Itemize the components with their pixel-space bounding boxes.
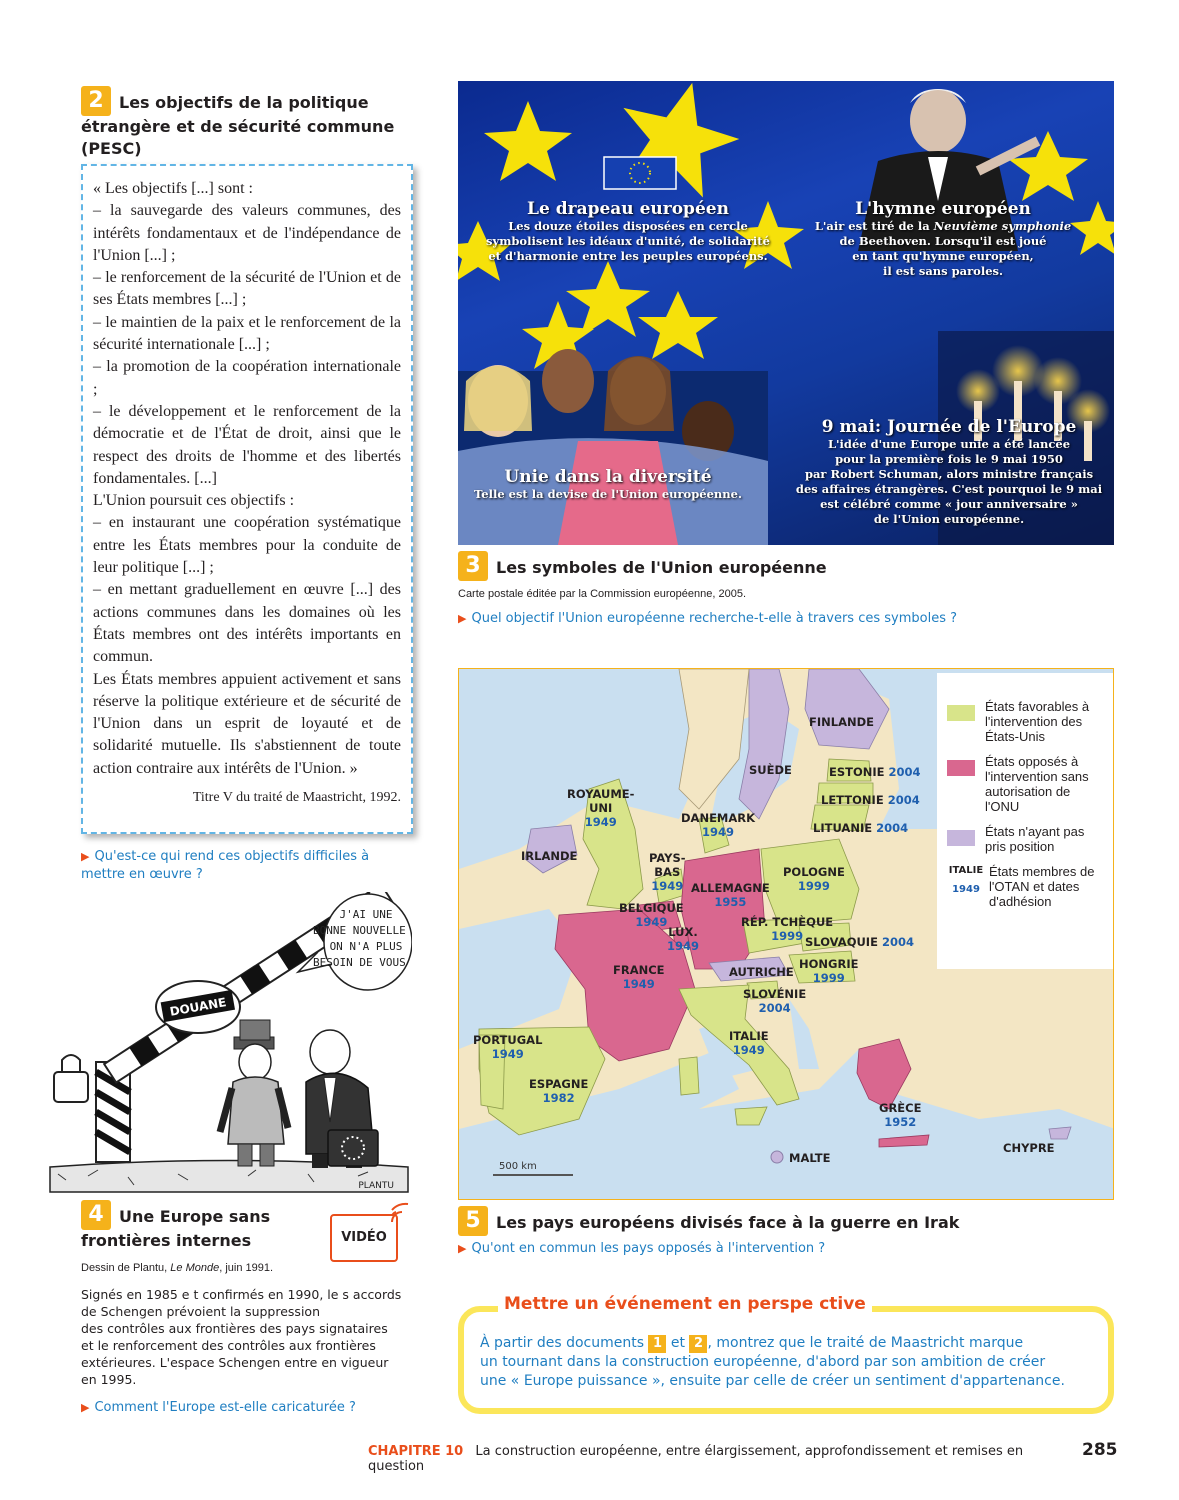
label-grece: GRÈCE 1952 — [879, 1101, 922, 1129]
chapter-label: CHAPITRE 10 — [368, 1444, 464, 1459]
label-italie: ITALIE 1949 — [729, 1029, 769, 1057]
label-allemagne: ALLEMAGNE 1955 — [691, 881, 770, 909]
label-lituanie: LITUANIE 2004 — [813, 821, 909, 835]
label-royaume-uni: ROYAUME- UNI 1949 — [567, 787, 635, 829]
quote-paragraph: – le renforcement de la sécurité de l'Union et de ses États membres [...] ; — [93, 269, 401, 309]
doc4-question[interactable]: ▶ Comment l'Europe est-elle caricaturée ? — [81, 1400, 356, 1415]
doc4-number: 4 — [81, 1200, 111, 1230]
plantu-cartoon — [48, 892, 412, 1197]
quote-paragraph: – la sauvegarde des valeurs communes, des intérêts fondamentaux et de l'indépendance de l'Union [...] ; — [93, 202, 401, 264]
video-button[interactable] — [330, 1202, 414, 1264]
task-title: Mettre un événement en perspe ctive — [498, 1294, 872, 1314]
doc5-number: 5 — [458, 1206, 488, 1236]
doc4-body: Signés en 1985 e t confirmés en 1990, le s accords de Schengen prévoient la suppression des contrôles aux frontières des pays signataires et le renforcement des contrôles aux frontières extérieures. L'espace Schengen entre en vigueur en 1995. — [81, 1287, 402, 1387]
eu-flag — [604, 157, 676, 189]
flag-title: Le drapeau européen — [527, 199, 729, 219]
speech-line-1: J'AI UNE — [339, 908, 393, 921]
label-malte: MALTE — [789, 1151, 831, 1165]
label-rep-tcheque: RÉP. TCHÈQUE 1999 — [741, 915, 834, 943]
task-ref-doc2[interactable]: 2 — [689, 1335, 707, 1353]
doc2-header — [81, 86, 411, 160]
swatch-opposed — [947, 760, 975, 776]
label-danemark: DANEMARK 1949 — [681, 811, 756, 839]
doc5-question[interactable]: ▶ Qu'ont en commun les pays opposés à l'intervention ? — [458, 1241, 826, 1256]
motto-title: Unie dans la diversité — [504, 467, 712, 487]
motto-caption: Unie dans la diversité Telle est la devise de l'Union européenne. — [458, 467, 758, 502]
doc2-number: 2 — [81, 86, 111, 116]
doc2-quote-box — [81, 164, 413, 834]
video-label: VIDÉO — [330, 1214, 398, 1262]
task-text: À partir des documents 1 et 2 , montrez que le traité de Maastricht marque un tournant dans la construction européenne, d'abord par son ambition de créer une « Europe puissance », ensuite par celle de créer un sentiment d'appartenance. — [480, 1335, 1065, 1389]
label-slovaquie: SLOVAQUIE 2004 — [805, 935, 914, 949]
quote-paragraph: – en mettant graduellement en œuvre [...] des actions communes dans les domaines où les États membres ont des intérêts importants en commun. — [93, 581, 401, 666]
cartoon-drawing — [48, 892, 412, 1197]
plantu-signature: PLANTU — [358, 1181, 394, 1191]
speech-line-2: BONNE NOUVELLE : — [313, 924, 412, 937]
scale-label: 500 km — [499, 1161, 537, 1172]
task-box — [458, 1306, 1114, 1414]
europe-map — [458, 668, 1114, 1200]
page-footer — [368, 1444, 1078, 1474]
quote-paragraph: Les États membres appuient activement et sans réserve la politique extérieure et de sécurité de l'Union dans un esprit de loyauté et de solidarité mutuelle. Ils s'abstiennent de toute action contraire aux intérêts de l'Union. » — [93, 670, 401, 777]
doc5-header — [458, 1206, 1114, 1236]
doc3-number: 3 — [458, 551, 488, 581]
label-autriche: AUTRICHE — [729, 965, 794, 979]
doc4-header — [81, 1200, 331, 1252]
label-belgique: BELGIQUE 1949 — [619, 901, 684, 929]
page-number: 285 — [1082, 1440, 1118, 1460]
label-france: FRANCE 1949 — [613, 963, 665, 991]
doc3-question[interactable]: ▶ Quel objectif l'Union européenne recherche-t-elle à travers ces symboles ? — [458, 611, 958, 626]
doc4-title: Une Europe sans — [119, 1207, 271, 1226]
label-espagne: ESPAGNE 1982 — [529, 1077, 589, 1105]
doc5-title: Les pays européens divisés face à la guerre en Irak — [496, 1213, 960, 1232]
doc3-source: Carte postale éditée par la Commission européenne, 2005. — [458, 588, 747, 600]
eu-symbols-postcard — [458, 81, 1114, 545]
swatch-neutral — [947, 830, 975, 846]
legend-favorable: États favorables à l'intervention des États-Unis — [947, 699, 1105, 744]
legend-neutral: États n'ayant pas pris position — [947, 824, 1105, 854]
young-people-photo — [458, 349, 768, 545]
doc2-title: Les objectifs de la politique — [119, 93, 369, 112]
label-irlande: IRLANDE — [521, 849, 578, 863]
anthem-title: L'hymne européen — [855, 199, 1031, 219]
label-lux: LUX. 1949 — [667, 925, 700, 953]
doc2-title-line3: (PESC) — [81, 139, 142, 158]
broadcast-icon — [388, 1202, 412, 1226]
speech-line-3: ON N'A PLUS — [329, 940, 403, 953]
malta-shape — [771, 1151, 783, 1163]
map-legend — [937, 673, 1114, 969]
legend-opposed: États opposés à l'intervention sans autorisation de l'ONU — [947, 754, 1105, 814]
quote-paragraph: « Les objectifs [...] sont : — [93, 180, 253, 197]
legend-otan: ITALIE 1949 États membres de l'OTAN et dates d'adhésion — [948, 864, 1095, 909]
label-slovenie: SLOVÉNIE 2004 — [743, 987, 807, 1015]
swatch-favorable — [947, 705, 975, 721]
label-finlande: FINLANDE — [809, 715, 875, 729]
label-chypre: CHYPRE — [1003, 1141, 1055, 1155]
quote-paragraph: L'Union poursuit ces objectifs : — [93, 492, 295, 510]
doc3-header — [458, 551, 1114, 581]
label-suede: SUÈDE — [749, 763, 792, 777]
eu-briefcase — [328, 1130, 378, 1166]
douane-sign: DOUANE — [168, 995, 228, 1019]
flag-caption: Le drapeau européen Les douze étoiles disposées en cercle symbolisent les idéaux d'unité, de solidarité et d'harmonie entre les peuples européens. — [458, 199, 798, 264]
quote-paragraph: – le maintien de la paix et le renforcement de la sécurité internationale [...] ; — [93, 313, 401, 354]
doc4-title-line2: frontières internes — [81, 1231, 252, 1250]
label-pays-bas: PAYS- BAS 1949 — [649, 851, 686, 893]
chapter-title: La construction européenne, entre élargissement, approfondissement et remises en question — [368, 1444, 1024, 1474]
label-estonie: ESTONIE 2004 — [829, 765, 921, 779]
customs-officer-figure — [220, 1020, 288, 1166]
doc2-source: Titre V du traité de Maastricht, 1992. — [192, 790, 401, 806]
label-pologne: POLOGNE 1999 — [783, 865, 845, 893]
europe-day-title: 9 mai: Journée de l'Europe — [821, 417, 1077, 437]
label-lettonie: LETTONIE 2004 — [821, 793, 920, 807]
cyprus-shape — [1049, 1127, 1071, 1139]
doc2-quote — [93, 178, 401, 780]
quote-paragraph: – en instaurant une coopération systématique entre les États membres pour la conduite de leur politique [...] ; — [93, 514, 401, 577]
label-portugal: PORTUGAL 1949 — [473, 1033, 543, 1061]
doc2-title-line2: étrangère et de sécurité commune — [81, 117, 395, 136]
speech-line-4: BESOIN DE VOUS ! — [313, 956, 412, 969]
europe-day-caption: 9 mai: Journée de l'Europe L'idée d'une Europe unie a été lancée pour la première fois le 9 mai 1950 par Robert Schuman, alors ministre français des affaires étrangères. C'est pourquoi le 9 mai est célébré comme « jour anniversaire » de l'Union européenne. — [784, 417, 1114, 527]
label-hongrie: HONGRIE 1999 — [799, 957, 859, 985]
quote-paragraph: – le développement et le renforcement de la démocratie et de l'État de droit, ainsi que le respect des droits de l'homme et des libertés fondamentales. [...] — [93, 402, 401, 487]
doc4-source: Dessin de Plantu, Le Monde, juin 1991. — [81, 1262, 274, 1274]
doc3-title: Les symboles de l'Union européenne — [496, 558, 827, 577]
quote-paragraph: – la promotion de la coopération internationale ; — [93, 358, 401, 398]
anthem-caption: L'hymne européen L'air est tiré de la Neuvième symphonie de Beethoven. Lorsqu'il est joué en tant qu'hymne européen, il est sans paroles. — [798, 199, 1088, 279]
task-ref-doc1[interactable]: 1 — [648, 1335, 666, 1353]
doc2-question[interactable]: ▶ Qu'est-ce qui rend ces objectifs difficiles à mettre en œuvre ? — [81, 849, 370, 882]
